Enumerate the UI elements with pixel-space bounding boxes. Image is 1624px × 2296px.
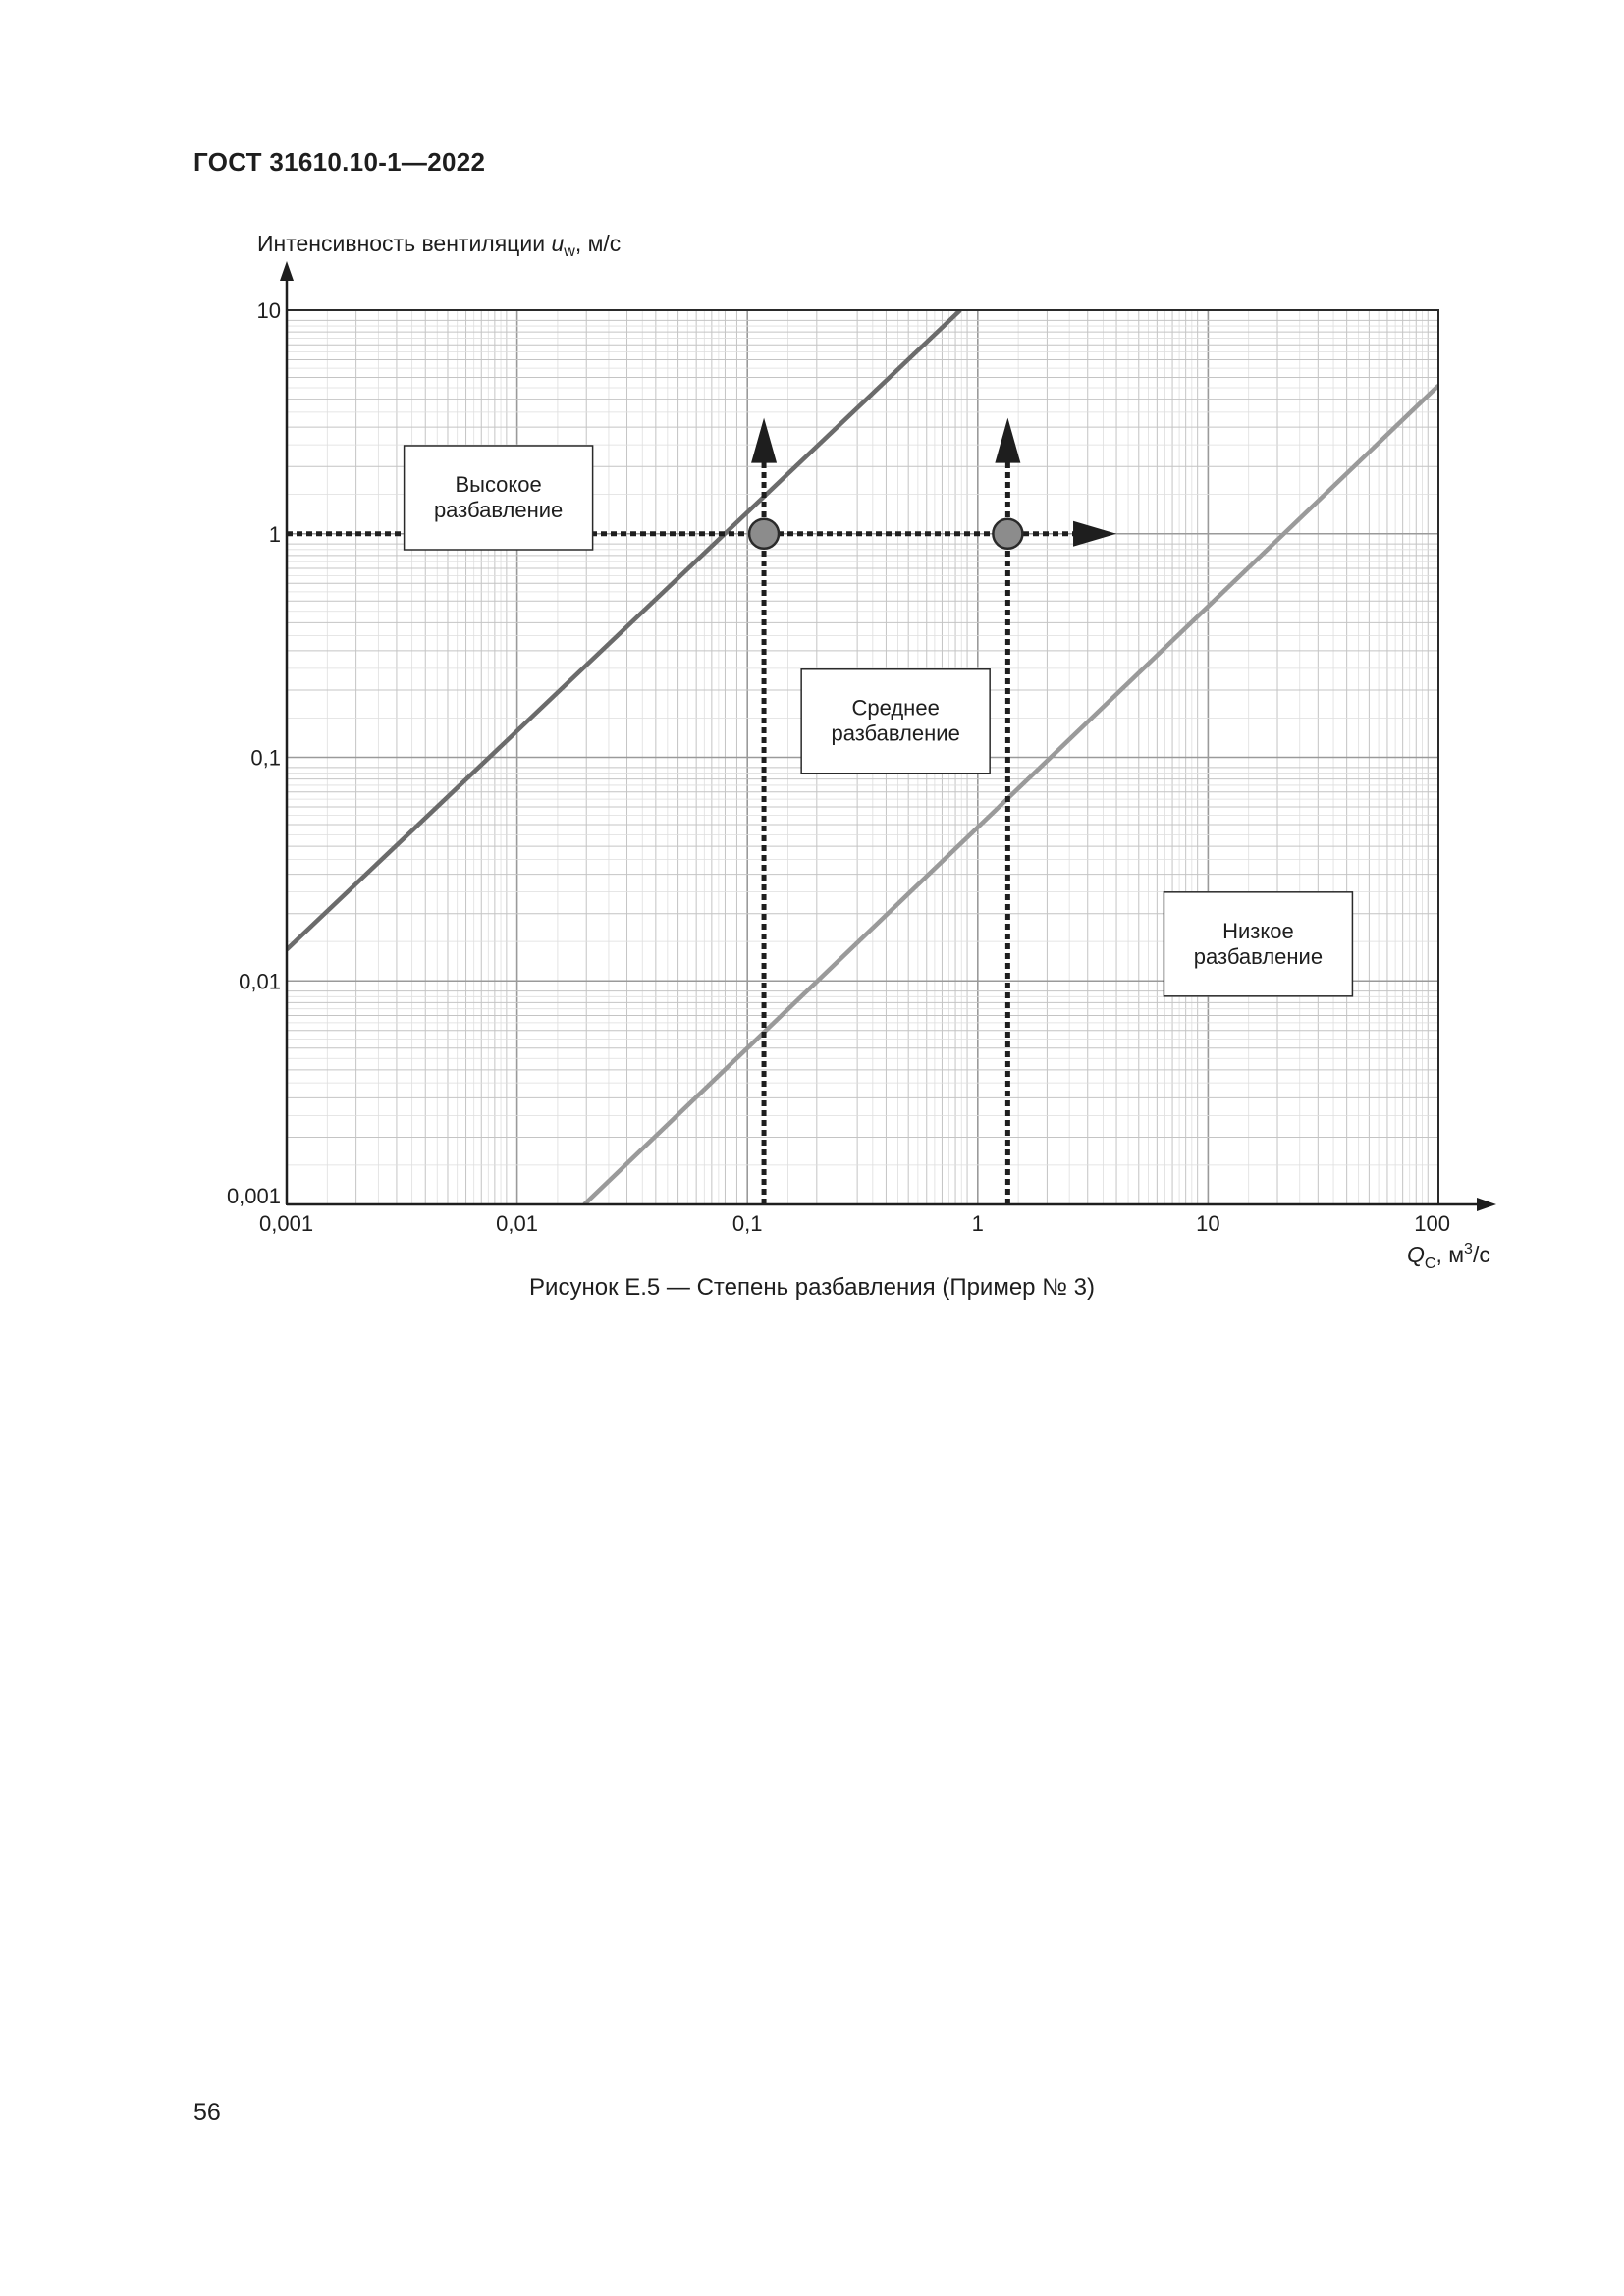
x-axis-title-sup: 3 (1464, 1241, 1473, 1257)
x-tick-label: 10 (1196, 1211, 1220, 1236)
annotation-region-medium (801, 669, 990, 774)
x-axis-title-unit: , м (1435, 1242, 1465, 1267)
y-tick-label: 0,01 (239, 969, 281, 994)
y-tick-label: 10 (256, 298, 281, 323)
x-axis-title-sub: C (1424, 1255, 1436, 1272)
x-axis-arrow (1477, 1198, 1496, 1211)
y-axis-arrow (280, 261, 294, 281)
figure-caption: Рисунок Е.5 — Степень разбавления (Пример № 3) (529, 1274, 1095, 1301)
y-axis-title-main: Интенсивность вентиляции (257, 231, 552, 256)
y-tick-label: 0,1 (250, 745, 281, 771)
annotation-text: Низкое (1222, 918, 1294, 943)
x-axis-title-var: Q (1407, 1242, 1425, 1267)
x-tick-label: 0,1 (731, 1211, 763, 1236)
y-axis-title (257, 231, 621, 260)
annotation-region-low (1164, 892, 1352, 996)
x-tick-label: 1 (971, 1211, 984, 1236)
y-axis-title-unit: , м/с (574, 231, 622, 256)
page-number: 56 (193, 2099, 221, 2126)
y-axis-title-sub: w (564, 243, 575, 260)
y-tick-label: 0,001 (226, 1184, 281, 1208)
annotation-text: Высокое (455, 471, 542, 497)
y-tick-label: 1 (268, 521, 281, 547)
annotation-text: разбавление (433, 497, 564, 522)
x-axis-title (1407, 1241, 1490, 1272)
x-tick-label: 0,001 (259, 1211, 314, 1236)
document-header: ГОСТ 31610.10-1—2022 (193, 147, 486, 177)
y-axis-title-var: u (551, 231, 565, 256)
x-axis-title-unit-tail: /с (1472, 1242, 1490, 1267)
x-tick-label: 0,01 (496, 1211, 539, 1236)
annotation-text: Среднее (851, 695, 940, 721)
annotation-text: разбавление (1193, 943, 1324, 969)
marker-example-point-2 (993, 519, 1022, 549)
x-tick-label: 100 (1414, 1211, 1450, 1236)
annotation-text: разбавление (831, 721, 960, 746)
marker-example-point-1 (749, 519, 779, 549)
annotation-region-high (405, 446, 593, 550)
